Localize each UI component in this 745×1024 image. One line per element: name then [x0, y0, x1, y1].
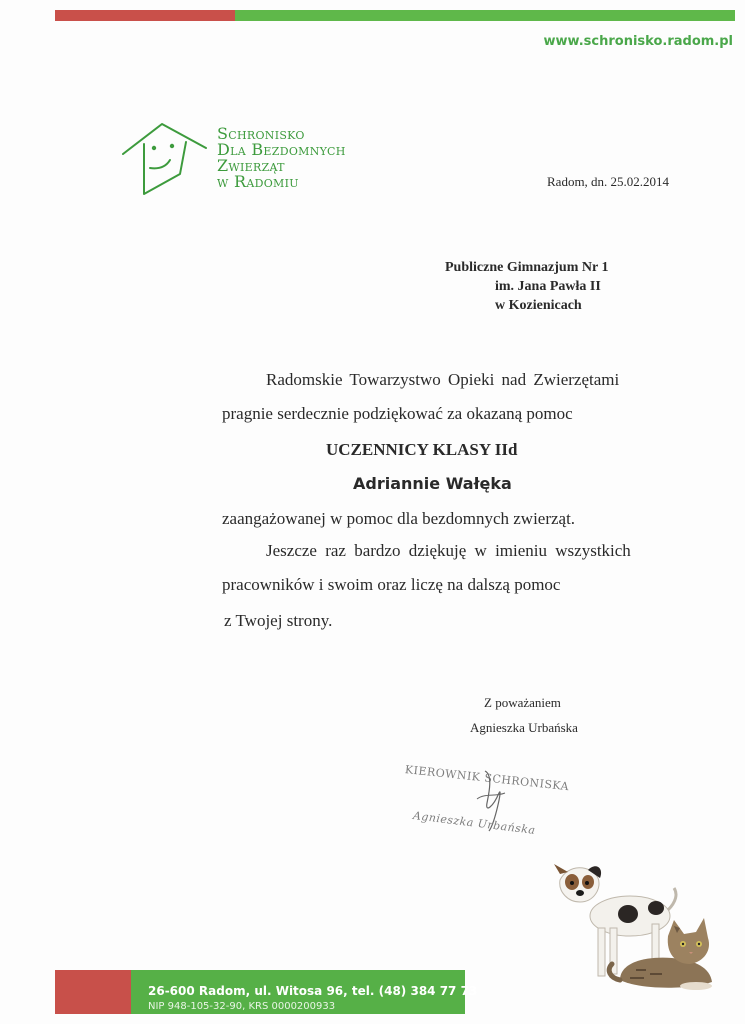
- dog-and-cat-illustration: [550, 858, 730, 998]
- addressee-block: [445, 258, 608, 315]
- top-band-red: [55, 10, 235, 21]
- logo-text: [217, 126, 346, 190]
- stamp-name: Agnieszka Urbańska: [412, 809, 537, 837]
- house-face-icon: [120, 118, 210, 200]
- recipient-name: Adriannie Wałęka: [353, 474, 512, 493]
- addressee-line-2: im. Jana Pawła II: [495, 279, 601, 294]
- stamp-title: KIEROWNIK SCHRONISKA: [404, 763, 570, 794]
- logo-line-4: w Radomiu: [217, 172, 299, 191]
- closing-signatory: Agnieszka Urbańska: [470, 720, 578, 735]
- body-line-7: pracowników i swoim oraz liczę na dalszą pomoc: [222, 575, 561, 594]
- footer-band: [55, 970, 478, 1014]
- body-line-8: z Twojej strony.: [224, 611, 333, 630]
- addressee-line-3: w Kozienicach: [495, 298, 582, 313]
- closing-salutation: Z poważaniem: [484, 695, 561, 710]
- footer-band-red: [55, 970, 131, 1014]
- logo-line-3: Zwierząt: [217, 156, 285, 175]
- shelter-logo: [120, 118, 380, 208]
- footer-registry: NIP 948-105-32-90, KRS 0000200933: [148, 1001, 336, 1012]
- recipient-class: UCZENNICY KLASY IId: [326, 440, 518, 459]
- logo-line-2: Dla Bezdomnych: [217, 140, 346, 159]
- footer-band-green: [131, 970, 478, 1014]
- addressee-line-1: Publiczne Gimnazjum Nr 1: [445, 260, 609, 275]
- logo-line-1: Schronisko: [217, 124, 305, 143]
- footer-address: 26-600 Radom, ul. Witosa 96, tel. (48) 384 77 73: [148, 984, 478, 998]
- top-color-band: [55, 10, 735, 21]
- body-line-1: Radomskie Towarzystwo Opieki nad Zwierzętami: [266, 370, 620, 389]
- signature-stamp: [405, 757, 575, 847]
- closing-block: [470, 690, 578, 740]
- website-url[interactable]: www.schronisko.radom.pl: [543, 34, 733, 49]
- body-line-2: pragnie serdecznie podziękować za okazaną pomoc: [222, 404, 573, 423]
- body-line-6: Jeszcze raz bardzo dziękuję w imieniu wszystkich: [266, 541, 631, 560]
- letter-date: Radom, dn. 25.02.2014: [547, 174, 670, 189]
- top-band-green: [235, 10, 735, 21]
- body-line-5: zaangażowanej w pomoc dla bezdomnych zwierząt.: [222, 509, 576, 528]
